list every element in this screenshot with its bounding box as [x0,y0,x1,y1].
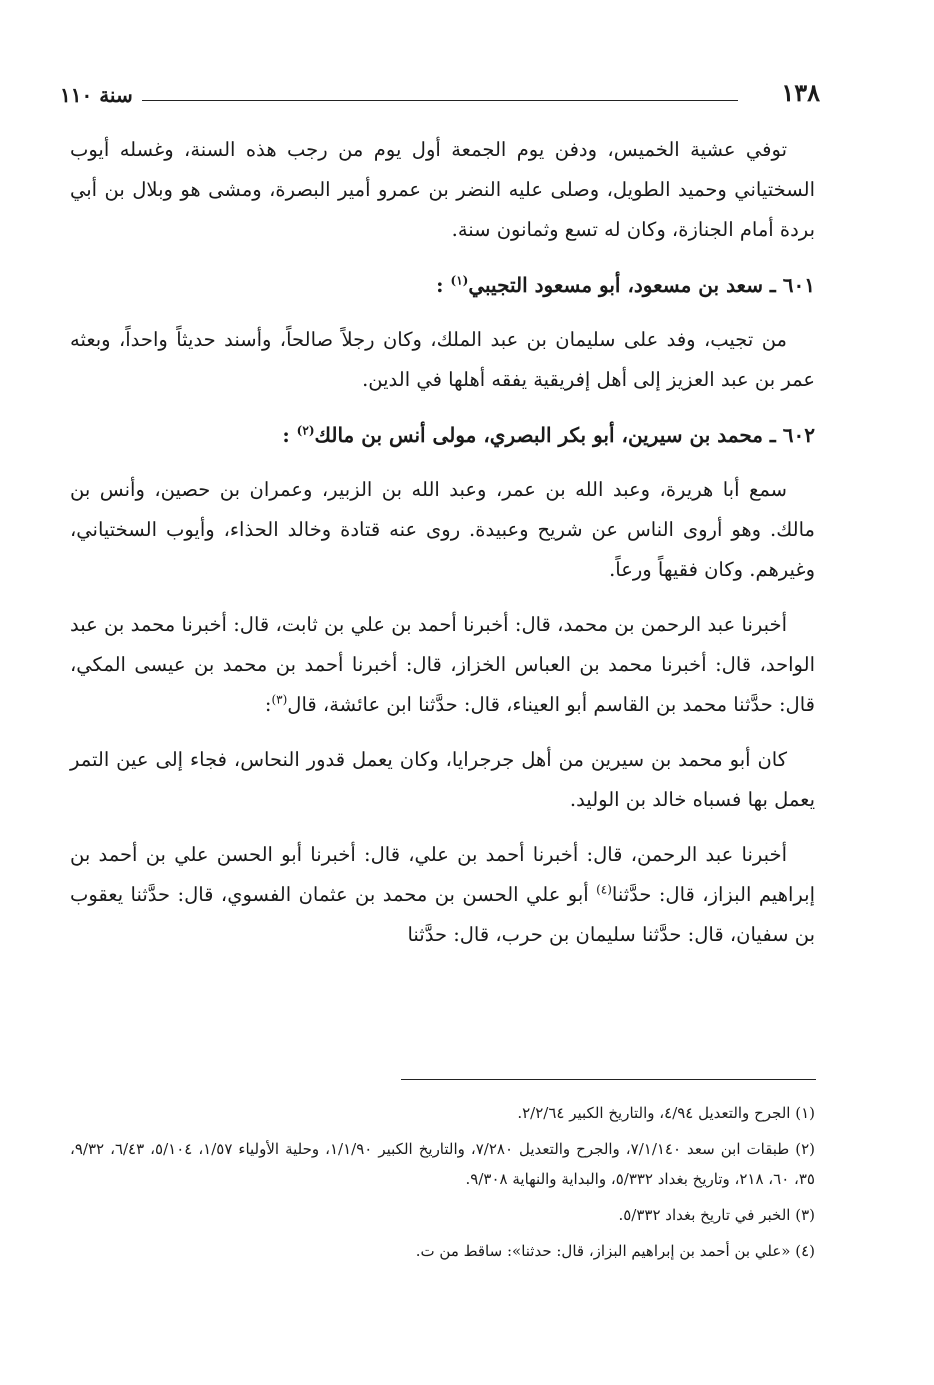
paragraph-death-notice: توفي عشية الخميس، ودفن يوم الجمعة أول يوم من رجب هذه السنة، وغسله أيوب السختياني وحميد الطويل، وصلى عليه النضر بن عمرو أمير البصرة، ومشى هو وبلال بن أبي بردة أمام الجنازة، وكان له تسع وثمانون سنة. [70,138,815,241]
paragraph-isnad-2 [70,835,815,955]
footnote-ref-3: (٣) [271,692,288,707]
running-head: سنة ١١٠ [60,83,133,107]
entry-title-601: ٦٠١ ـ سعد بن مسعود، أبو مسعود التجيبي [468,273,815,297]
paragraph-report: كان أبو محمد بن سيرين من أهل جرجرايا، وكان يعمل قدور النحاس، فجاء إلى عين التمر يعمل بها فسباه خالد بن الوليد. [70,748,815,811]
footnote-4: (٤) «علي بن أحمد بن إبراهيم البزاز، قال: حدثنا»: ساقط من ت. [415,1242,815,1260]
main-text [70,130,815,970]
isnad-2-text-after: أبو علي الحسن بن محمد بن عثمان الفسوي، قال: حدَّثنا يعقوب بن سفيان، قال: حدَّثنا سليمان بن حرب، قال: حدَّثنا [70,883,815,946]
page-number: ١٣٨ [781,78,820,107]
footnote-3: (٣) الخبر في تاريخ بغداد ٥/٣٣٢. [618,1206,815,1224]
isnad-1-text: أخبرنا عبد الرحمن بن محمد، قال: أخبرنا أحمد بن علي بن ثابت، قال: أخبرنا محمد بن عبد الواحد، قال: أخبرنا محمد بن العباس الخزاز، قال: أخبرنا أحمد بن محمد بن عيسى المكي، قال: حدَّثنا محمد بن القاسم أبو العيناء، قال: حدَّثنا ابن عائشة، قال [70,613,815,716]
page-header [60,78,820,112]
footnote-rule [401,1079,816,1080]
paragraph-entry-602: سمع أبا هريرة، وعبد الله بن عمر، وعبد الله بن الزبير، وعمران بن حصين، وأنس بن مالك. وهو أروى الناس عن شريح وعبيدة. روى عنه قتادة وخالد الحذاء، وأيوب السختياني، وغيرهم. وكان فقيهاً ورعاً. [70,478,815,581]
paragraph-isnad-1 [70,605,815,725]
isnad-1-colon: : [264,693,272,716]
footnote-2: (٢) طبقات ابن سعد ٧/١/١٤٠، والجرح والتعديل ٧/٢٨٠، والتاريخ الكبير ١/١/٩٠، وحلية الأولياء ١/٥٧، ٥/١٠٤، ٦/٤٣، ٩/٣٢، ٣٥، ٦٠، ٢١٨، وتاريخ بغداد ٥/٣٣٢، والبداية والنهاية ٩/٣٠٨. [70,1140,816,1188]
paragraph-entry-601: من تجيب، وفد على سليمان بن عبد الملك، وكان رجلاً صالحاً، وأسند حديثاً واحداً، وبعثه عمر بن عبد العزيز إلى أهل إفريقية يفقه أهلها في الدين. [70,328,815,391]
footnote-1: (١) الجرح والتعديل ٤/٩٤، والتاريخ الكبير ٢/٢/٦٤. [517,1104,815,1122]
entry-heading-602 [70,415,815,455]
footnote-ref-1: (١) [450,273,469,288]
entry-heading-601 [70,265,815,305]
entry-colon-602: : [282,423,290,447]
footnote-ref-2: (٢) [296,423,315,438]
footnote-ref-4: (٤) [596,882,612,897]
entry-colon-601: : [436,273,444,297]
isnad-2-text-before: أخبرنا عبد الرحمن، قال: أخبرنا أحمد بن علي، قال: أخبرنا أبو الحسن علي بن أحمد بن إبراهيم البزاز، قال: حدَّثنا [70,843,815,906]
entry-title-602: ٦٠٢ ـ محمد بن سيرين، أبو بكر البصري، مولى أنس بن مالك [314,423,815,447]
header-rule [142,100,738,101]
footnotes [70,1098,815,1272]
